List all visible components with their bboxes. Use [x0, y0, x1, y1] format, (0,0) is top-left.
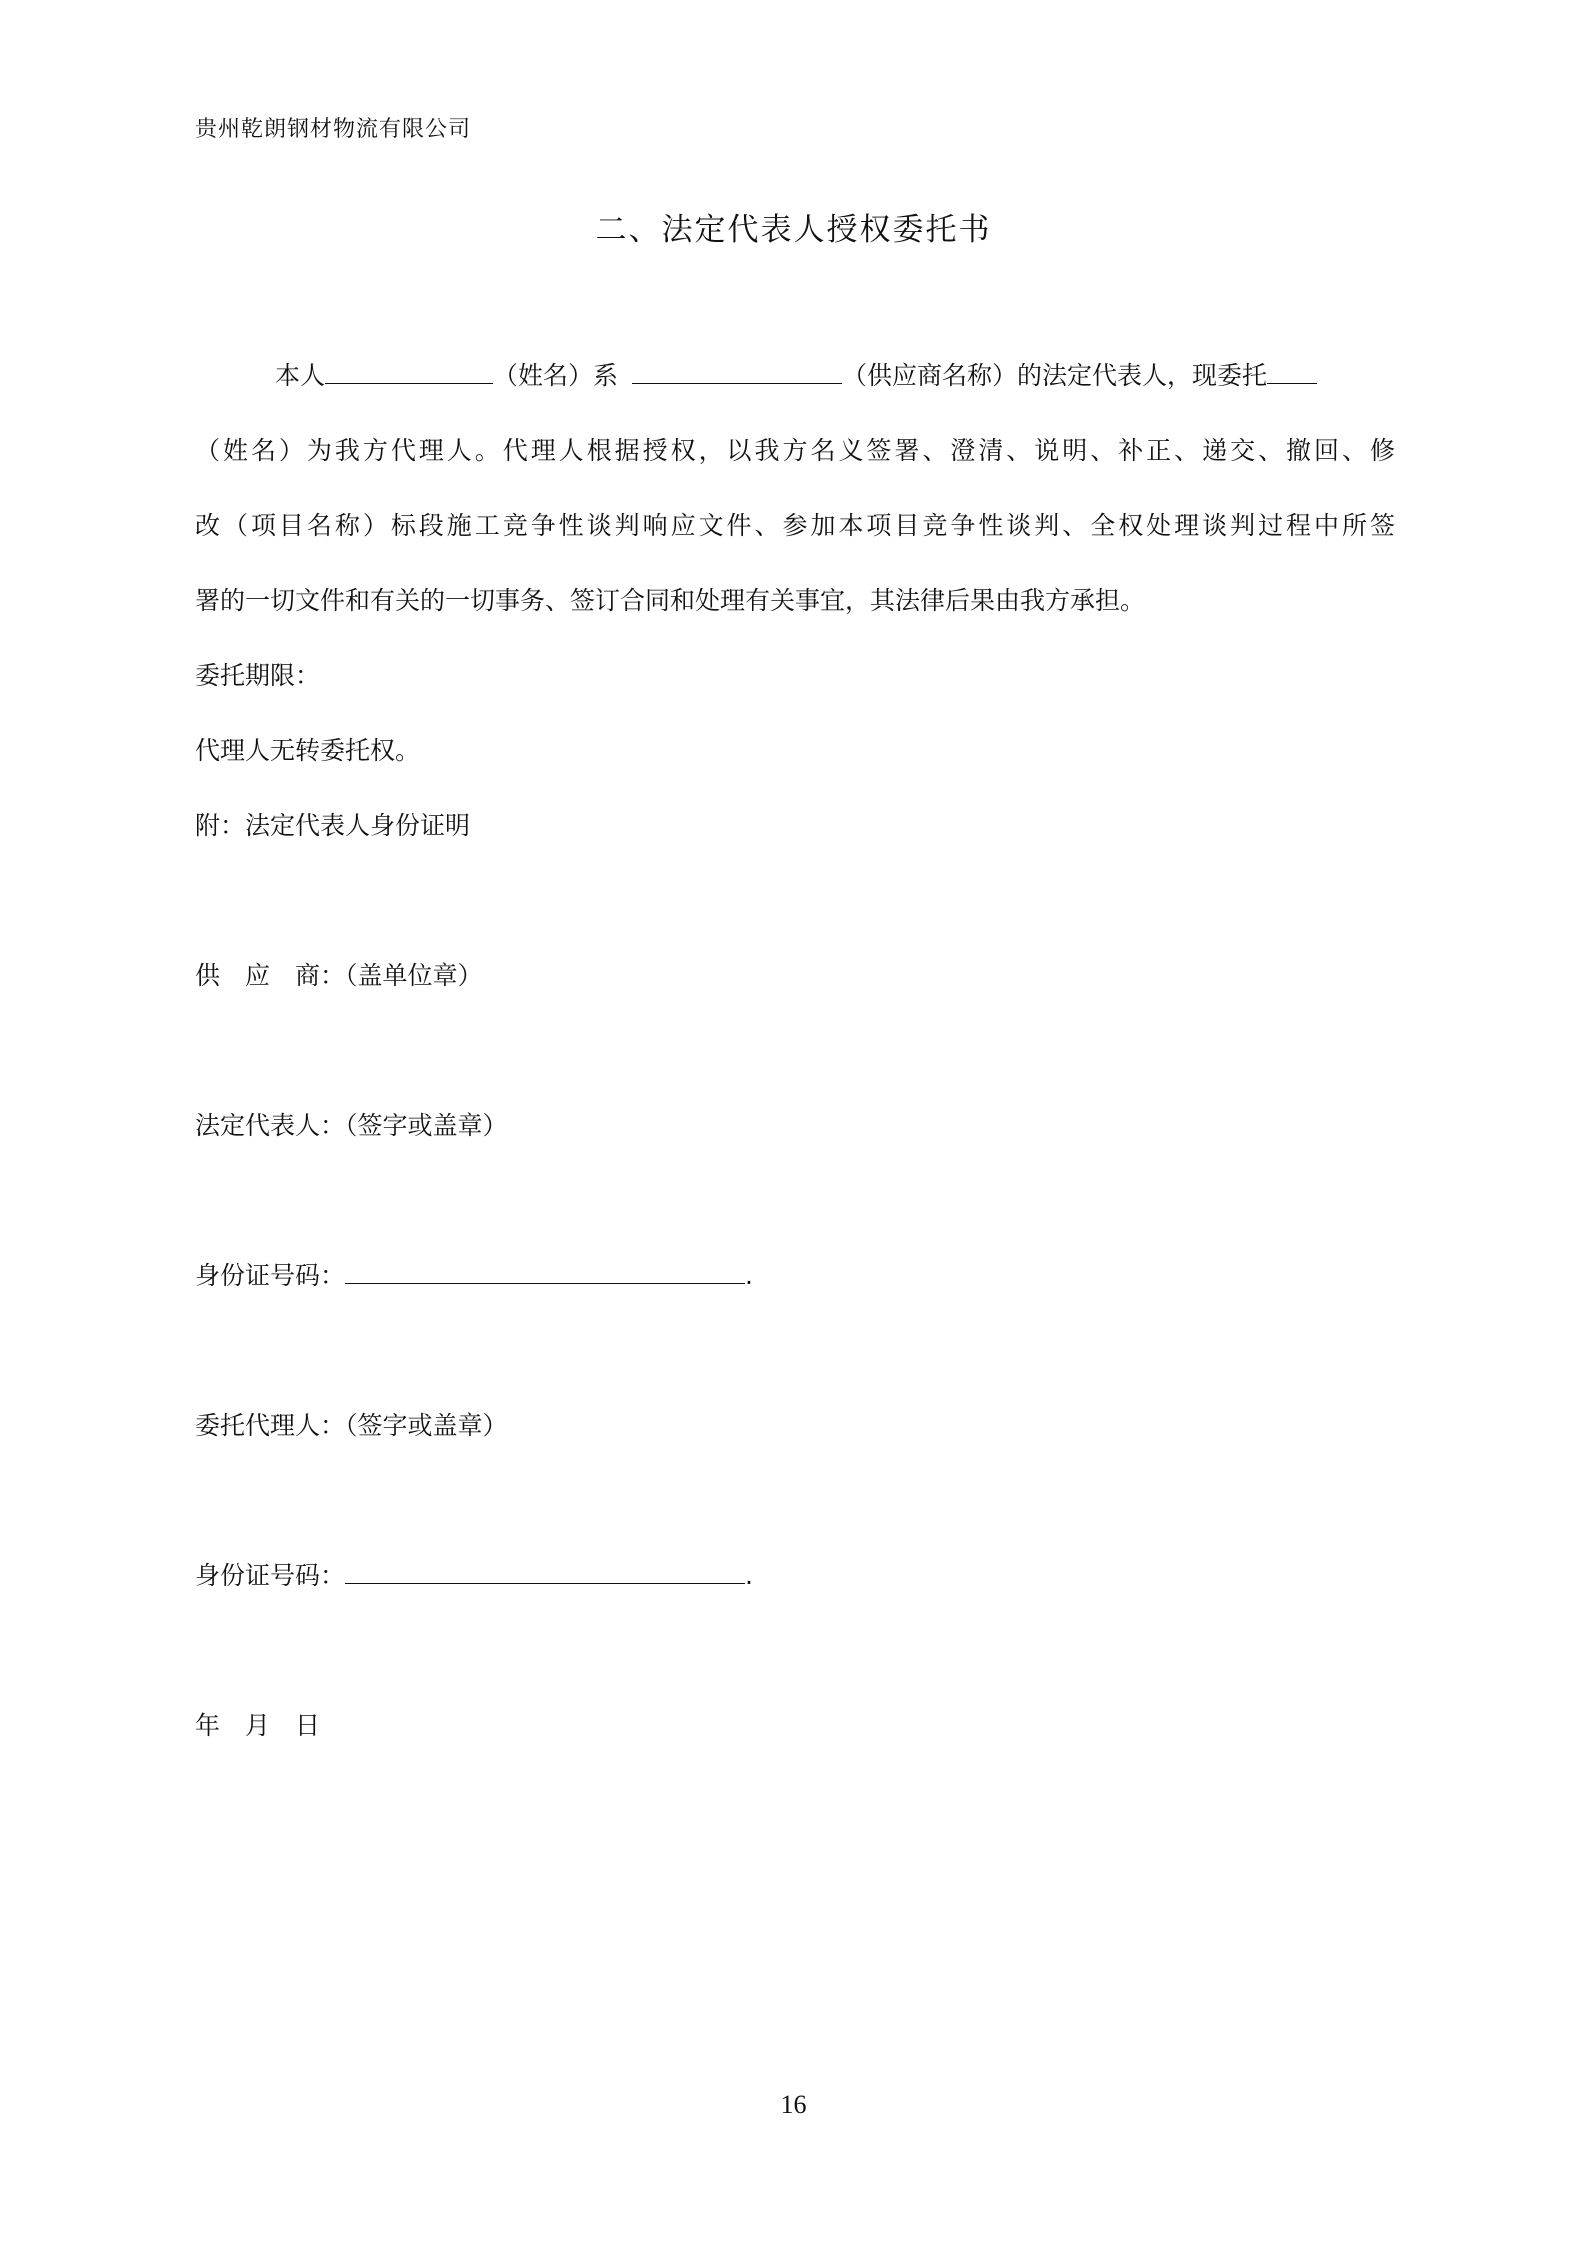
- page-number: 16: [780, 2090, 807, 2119]
- text-segment: 本人: [275, 361, 326, 390]
- paragraph-line-2: （姓名）为我方代理人。代理人根据授权，以我方名义签署、澄清、说明、补正、递交、撤回、修: [195, 436, 1395, 465]
- no-transfer-statement: 代理人无转委托权。: [195, 736, 421, 765]
- name-blank: [325, 361, 493, 384]
- document-title: 二、法定代表人授权委托书: [595, 212, 992, 248]
- agent-signature-label: 委托代理人：（签字或盖章）: [195, 1411, 508, 1440]
- id-number-line-1: [195, 1256, 753, 1292]
- paragraph-line-4: 署的一切文件和有关的一切事务、签订合同和处理有关事宜，其法律后果由我方承担。: [195, 586, 1146, 615]
- entrust-term-label: 委托期限：: [195, 661, 321, 690]
- line-end-period: .: [745, 1561, 753, 1590]
- agent-name-blank: [1267, 361, 1317, 384]
- text-segment: （供应商名称）的法定代表人，现委托: [842, 361, 1268, 390]
- id-number-label: 身份证号码：: [195, 1261, 346, 1290]
- id-number-line-2: [195, 1556, 753, 1592]
- paragraph-line-1: [275, 356, 1317, 392]
- date-label: 年 月 日: [195, 1711, 321, 1740]
- paragraph-line-3: 改（项目名称）标段施工竞争性谈判响应文件、参加本项目竞争性谈判、全权处理谈判过程中所签: [195, 511, 1395, 540]
- attachment-note: 附：法定代表人身份证明: [195, 811, 471, 840]
- id-number-label: 身份证号码：: [195, 1561, 346, 1590]
- line-end-period: .: [745, 1261, 753, 1290]
- id-number-blank: [345, 1561, 745, 1584]
- header-company-name: 贵州乾朗钢材物流有限公司: [195, 117, 472, 142]
- legal-rep-signature-label: 法定代表人：（签字或盖章）: [195, 1111, 508, 1140]
- id-number-blank: [345, 1261, 745, 1284]
- supplier-seal-label: 供 应 商：（盖单位章）: [195, 961, 483, 990]
- text-segment: （姓名）系: [493, 361, 619, 390]
- supplier-name-blank: [632, 361, 842, 384]
